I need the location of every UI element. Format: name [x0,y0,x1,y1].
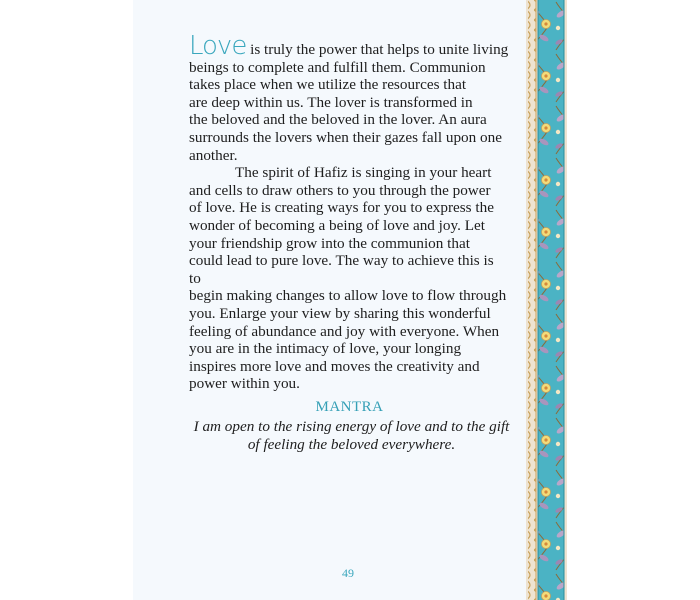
mantra-text: I am open to the rising energy of love and to the gift of feeling the beloved everywhere. [193,418,510,453]
mantra-title: MANTRA [315,399,384,415]
paragraph-2: The spirit of Hafiz is singing in your heart and cells to draw others to you through the power of love. He is creating ways for you to express the wonder of becoming a being of love and joy. Let your friendship grow into the communion that could lead to pure love. The way to achieve this is to begin making changes to allow love to flow through you. Enlarge your view by sharing this wonderful feeling of abundance and joy with everyone. When you are in the intimacy of love, your longing inspires more love and moves the creativity and power within you. [189,164,507,393]
floral-border-icon [526,0,567,600]
page-number: 49 [342,566,354,580]
body-text [189,31,509,393]
paragraph-1-text: is truly the power that helps to unite living beings to complete and fulfill them. Communion takes place when we utilize the resources that are deep within us. The lover is transformed in the beloved and the beloved in the lover. An aura surrounds the lovers when their gazes fall upon one another. [189,41,509,164]
decorative-border [526,0,567,600]
paragraph-1 [189,31,509,164]
drop-word: Love [189,31,247,61]
book-page [133,0,526,600]
